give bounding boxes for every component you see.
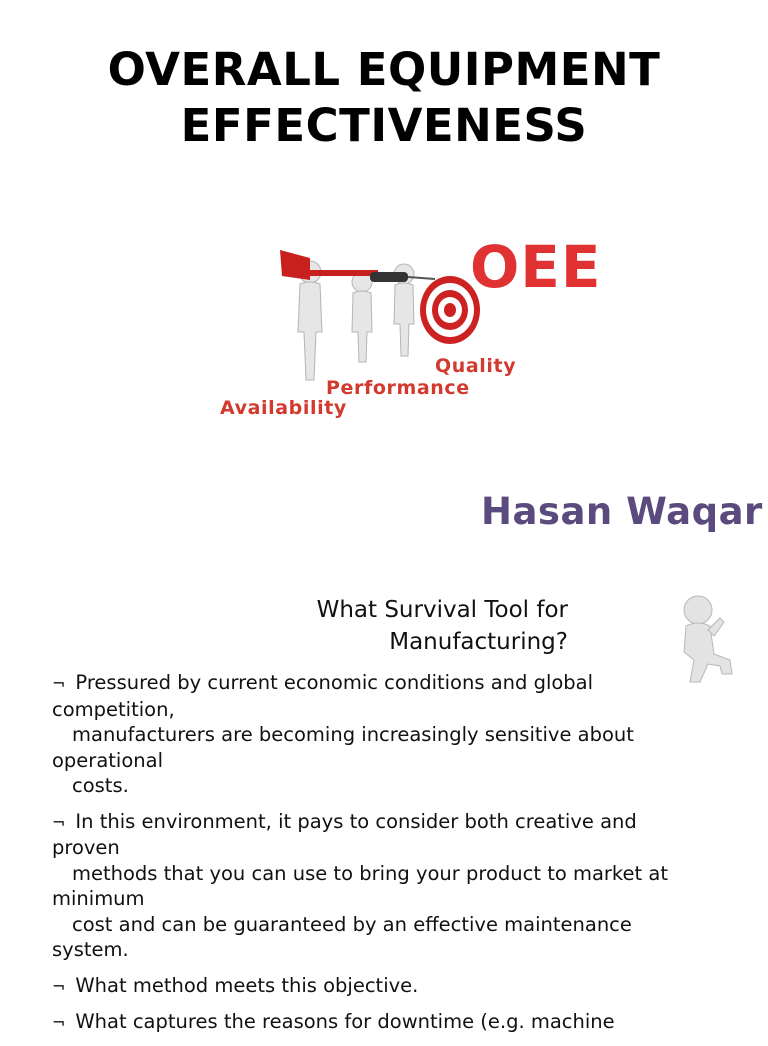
bullet-glyph-icon: ¬: [52, 976, 66, 996]
metric-performance: Performance: [326, 377, 470, 399]
bullet-text: What captures the reasons for downtime (e.g. machine: [75, 1010, 615, 1033]
title-line-1: OVERALL EQUIPMENT: [107, 43, 661, 96]
bullet-item: [52, 973, 752, 1000]
bullet-text: operational: [52, 748, 163, 772]
bullet-text: methods that you can use to bring your product to market at: [72, 861, 668, 885]
metric-quality: Quality: [435, 355, 517, 377]
bullet-glyph-icon: ¬: [52, 812, 66, 832]
title-line-2: EFFECTIVENESS: [180, 99, 588, 152]
bullet-text: In this environment, it pays to consider both creative and: [75, 809, 637, 833]
bullet-text: minimum: [52, 887, 145, 910]
bullet-text: proven: [52, 836, 120, 859]
bullet-item: [52, 670, 752, 799]
bullet-text: system.: [52, 938, 129, 961]
author-name: Hasan Waqar: [481, 490, 763, 533]
bullet-text: What method meets this objective.: [75, 973, 419, 997]
bullet-item: [52, 1009, 752, 1036]
bullet-text: Pressured by current economic conditions and global: [75, 671, 594, 694]
bullet-text: costs.: [72, 774, 129, 797]
bullet-text: competition,: [52, 697, 175, 721]
slide-title-line-1: What Survival Tool for: [316, 597, 568, 623]
oee-acronym: OEE: [470, 233, 602, 301]
bullet-text: cost and can be guaranteed by an effective maintenance: [72, 912, 632, 936]
bullet-item: [52, 809, 752, 963]
metric-availability: Availability: [220, 397, 347, 419]
bullet-glyph-icon: ¬: [52, 1013, 66, 1032]
page-title: [0, 42, 768, 154]
slide-title: [200, 594, 568, 658]
bullet-text: manufacturers are becoming increasingly sensitive about: [72, 723, 634, 746]
bullet-glyph-icon: ¬: [52, 674, 66, 693]
bullet-list: [52, 670, 752, 1046]
slide-title-line-2: Manufacturing?: [389, 629, 568, 655]
